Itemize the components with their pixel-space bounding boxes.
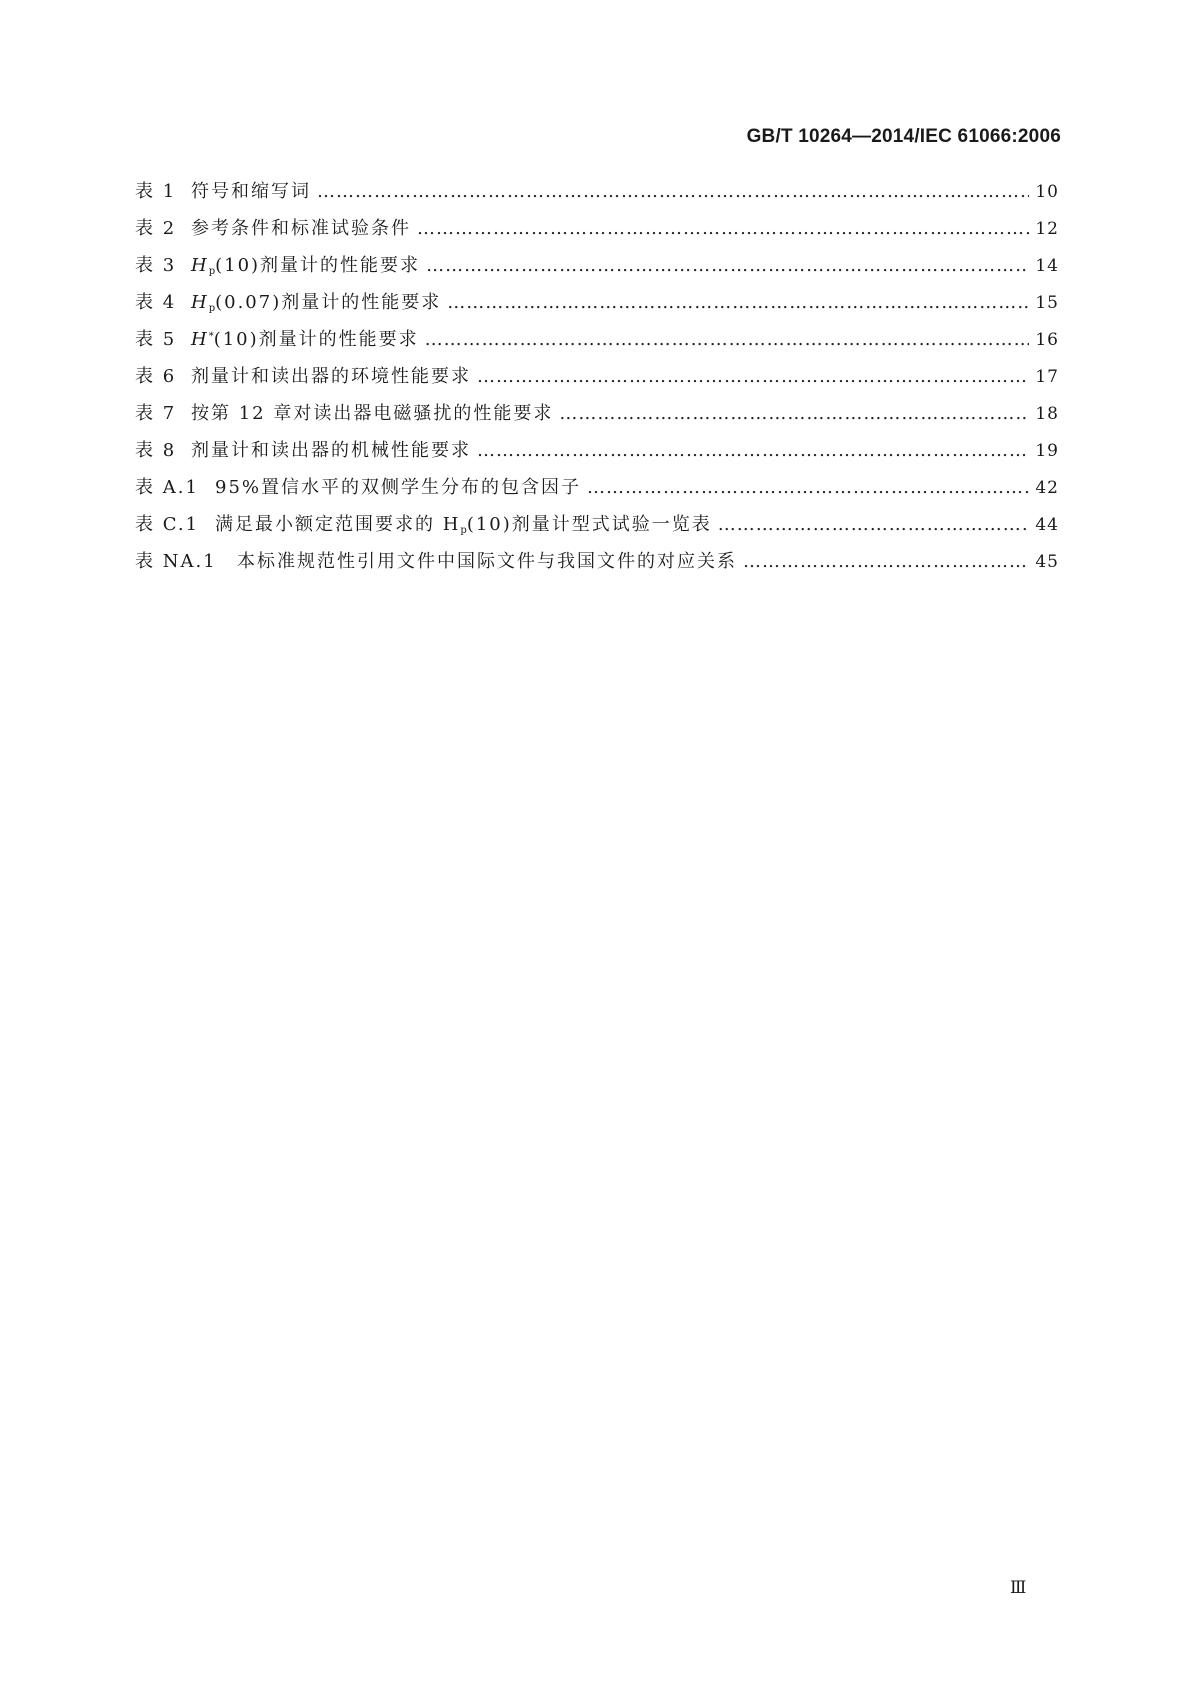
toc-entry-table-8[interactable] (135, 436, 1059, 473)
toc-label: 表 3 (135, 255, 177, 276)
toc-page-number: 14 (1035, 256, 1059, 276)
toc-label: 表 1 (135, 181, 177, 202)
toc-page-number: 15 (1035, 293, 1059, 313)
toc-label: 表 6 (135, 366, 177, 387)
toc-label: 表 5 (135, 329, 177, 350)
toc-label: 表 2 (135, 218, 177, 239)
toc-title: 本标准规范性引用文件中国际文件与我国文件的对应关系 (237, 551, 737, 572)
toc-page-number: 16 (1035, 330, 1059, 350)
dot-leader (417, 218, 1029, 239)
toc-label: 表 4 (135, 292, 177, 313)
table-of-contents (135, 177, 1059, 584)
toc-page-number: 18 (1035, 404, 1059, 424)
symbol-h: H (191, 255, 209, 276)
dot-leader (559, 403, 1029, 424)
symbol-h: H (191, 329, 209, 350)
toc-title-suffix: (10)剂量计的性能要求 (213, 329, 419, 350)
dot-leader (743, 551, 1029, 572)
toc-title (191, 325, 419, 351)
subscript-p: p (208, 303, 216, 314)
dot-leader (425, 329, 1030, 350)
toc-title-suffix: (0.07)剂量计的性能要求 (215, 292, 442, 313)
toc-page-number: 44 (1035, 515, 1059, 535)
toc-label: 表 8 (135, 440, 177, 461)
toc-entry-table-c1[interactable] (135, 510, 1059, 547)
page-number-footer: Ⅲ (1010, 1578, 1027, 1598)
standard-number-header: GB/T 10264—2014/IEC 61066:2006 (746, 126, 1061, 147)
dot-leader (317, 181, 1029, 202)
toc-title: 符号和缩写词 (191, 181, 311, 202)
dot-leader (587, 477, 1029, 498)
toc-title: 剂量计和读出器的环境性能要求 (191, 366, 471, 387)
toc-page-number: 19 (1035, 441, 1059, 461)
toc-title (191, 251, 420, 277)
dot-leader (718, 514, 1030, 535)
toc-label: 表 NA.1 (135, 551, 217, 572)
toc-label: 表 C.1 (135, 514, 200, 535)
superscript-star: * (208, 331, 214, 342)
toc-title: 剂量计和读出器的机械性能要求 (191, 440, 471, 461)
toc-title (215, 510, 712, 536)
toc-title: 95%置信水平的双侧学生分布的包含因子 (215, 477, 582, 498)
toc-title (191, 288, 441, 314)
toc-page-number: 42 (1035, 478, 1059, 498)
toc-entry-table-1[interactable] (135, 177, 1059, 214)
toc-title-suffix: (10)剂量计型式试验一览表 (466, 514, 712, 535)
toc-title: 按第 12 章对读出器电磁骚扰的性能要求 (191, 403, 554, 424)
dot-leader (426, 255, 1029, 276)
toc-entry-table-5[interactable] (135, 325, 1059, 362)
dot-leader (477, 366, 1029, 387)
subscript-p: p (460, 525, 467, 536)
toc-label: 表 A.1 (135, 477, 199, 498)
dot-leader (447, 292, 1029, 313)
dot-leader (477, 440, 1029, 461)
toc-page-number: 12 (1035, 219, 1059, 239)
toc-entry-table-4[interactable] (135, 288, 1059, 325)
toc-entry-table-a1[interactable] (135, 473, 1059, 510)
toc-title-prefix: 满足最小额定范围要求的 H (215, 514, 461, 535)
toc-label: 表 7 (135, 403, 177, 424)
toc-page-number: 17 (1035, 367, 1059, 387)
toc-entry-table-na1[interactable] (135, 547, 1059, 584)
toc-page-number: 10 (1035, 182, 1059, 202)
toc-entry-table-6[interactable] (135, 362, 1059, 399)
toc-page-number: 45 (1035, 552, 1059, 572)
toc-entry-table-2[interactable] (135, 214, 1059, 251)
subscript-p: p (208, 266, 216, 277)
toc-entry-table-7[interactable] (135, 399, 1059, 436)
toc-title: 参考条件和标准试验条件 (191, 218, 411, 239)
toc-title-suffix: (10)剂量计的性能要求 (215, 255, 421, 276)
symbol-h: H (191, 292, 209, 313)
toc-entry-table-3[interactable] (135, 251, 1059, 288)
